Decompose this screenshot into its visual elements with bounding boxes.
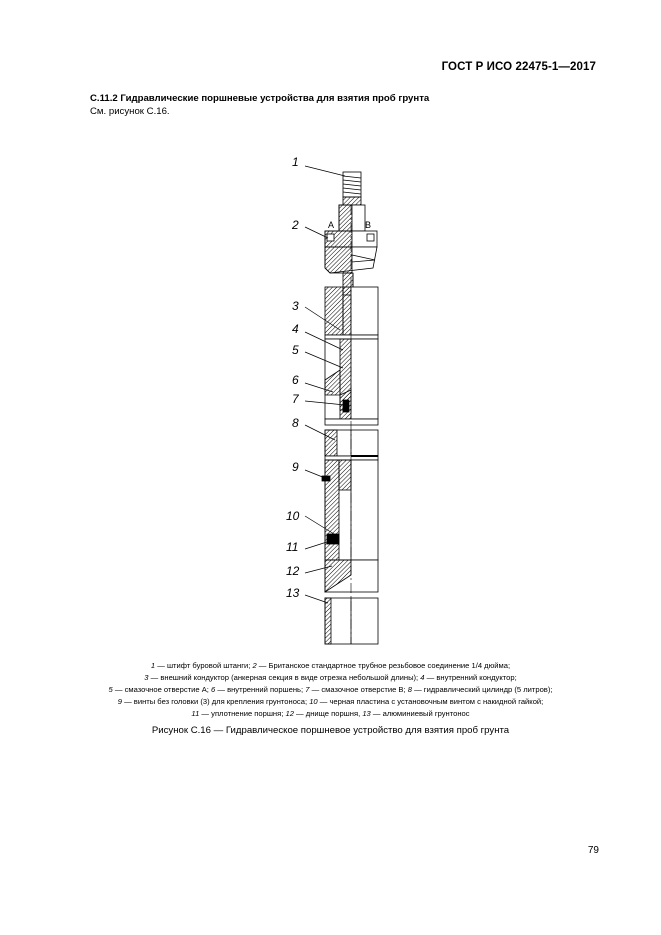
drill-rod-pin xyxy=(339,172,365,231)
legend-line: 1 — штифт буровой штанги; 2 — Британское стандартное трубное резьбовое соединение 1/4 дюйма; xyxy=(150,661,511,670)
legend-line: 3 — внешний кондуктор (анкерная секция в виде отрезка небольшой длины); 4 — внутренний кондуктор; xyxy=(144,673,517,682)
legend-num: 7 xyxy=(305,685,310,694)
legend-num: 10 xyxy=(309,697,318,706)
legend-text: гидравлический цилиндр (5 литров); xyxy=(423,685,553,694)
figure-legend xyxy=(40,660,621,720)
legend-line: 5 — смазочное отверстие А; 6 — внутренний поршень; 7 — смазочное отверстие В; 8 — гидравлический цилиндр (5 литров); xyxy=(108,685,553,694)
legend-num: 8 xyxy=(407,685,412,694)
legend-text: днище поршня, xyxy=(305,709,361,718)
figure-caption: Рисунок С.16 — Гидравлическое поршневое устройство для взятия проб грунта xyxy=(151,725,510,736)
section-title: С.11.2 Гидравлические поршневые устройства для взятия проб грунта xyxy=(90,93,430,104)
legend-text: винты без головки (3) для крепления грунтоноса; xyxy=(133,697,308,706)
callout-2: 2 xyxy=(292,218,299,232)
side-label-a: A xyxy=(328,220,335,230)
callout-13: 13 xyxy=(286,586,300,600)
standard-header: ГОСТ Р ИСО 22475-1—2017 xyxy=(441,61,596,73)
outer-conductor xyxy=(325,287,378,339)
callout-10: 10 xyxy=(286,509,300,523)
legend-text: внутренний кондуктор; xyxy=(436,673,517,682)
callout-11: 11 xyxy=(286,540,299,554)
sampler-upper xyxy=(322,460,378,560)
side-label-b: B xyxy=(365,220,372,230)
callout-7: 7 xyxy=(292,392,299,406)
callout-5: 5 xyxy=(292,343,299,357)
legend-text: черная пластина с установочным винтом с накидной гайкой; xyxy=(329,697,544,706)
legend-num: 1 xyxy=(150,661,156,670)
legend-line: 9 — винты без головки (3) для крепления грунтоноса; 10 — черная пластина с установочным винтом с накидной гайкой; xyxy=(117,697,544,706)
legend-text: внешний кондуктор (анкерная секция в виде отрезка небольшой длины); xyxy=(160,673,419,682)
legend-text: алюминиевый грунтонос xyxy=(382,709,470,718)
callout-3: 3 xyxy=(292,299,299,313)
drawing-body xyxy=(322,172,378,644)
callouts xyxy=(286,155,300,600)
legend-text: внутренний поршень; xyxy=(227,685,304,694)
callout-12: 12 xyxy=(286,564,300,578)
legend-num: 6 xyxy=(211,685,216,694)
legend-line: 11 — уплотнение поршня; 12 — днище поршня, 13 — алюминиевый грунтонос xyxy=(191,709,470,718)
aluminium-tube xyxy=(325,598,378,644)
page-number: 79 xyxy=(587,845,599,856)
callout-8: 8 xyxy=(292,416,299,430)
callout-6: 6 xyxy=(292,373,299,387)
legend-text: уплотнение поршня; xyxy=(211,709,284,718)
legend-num: 4 xyxy=(420,673,425,682)
callout-4: 4 xyxy=(292,322,299,336)
legend-text: Британское стандартное трубное резьбовое соединение 1/4 дюйма; xyxy=(268,661,511,670)
legend-num: 9 xyxy=(117,697,122,706)
legend-num: 11 xyxy=(191,709,200,718)
legend-text: смазочное отверстие А; xyxy=(124,685,209,694)
legend-num: 2 xyxy=(252,661,257,670)
legend-num: 3 xyxy=(144,673,149,682)
legend-text: смазочное отверстие В; xyxy=(321,685,406,694)
piston-section xyxy=(325,339,378,425)
figure-reference: См. рисунок С.16. xyxy=(90,106,170,117)
piston-bottom xyxy=(325,560,378,592)
legend-text: штифт буровой штанги; xyxy=(166,661,251,670)
legend-num: 12 xyxy=(285,709,294,718)
callout-9: 9 xyxy=(292,460,299,474)
legend-num: 13 xyxy=(362,709,371,718)
callout-1: 1 xyxy=(292,155,299,169)
hydraulic-cylinder xyxy=(325,430,378,460)
legend-num: 5 xyxy=(108,685,113,694)
